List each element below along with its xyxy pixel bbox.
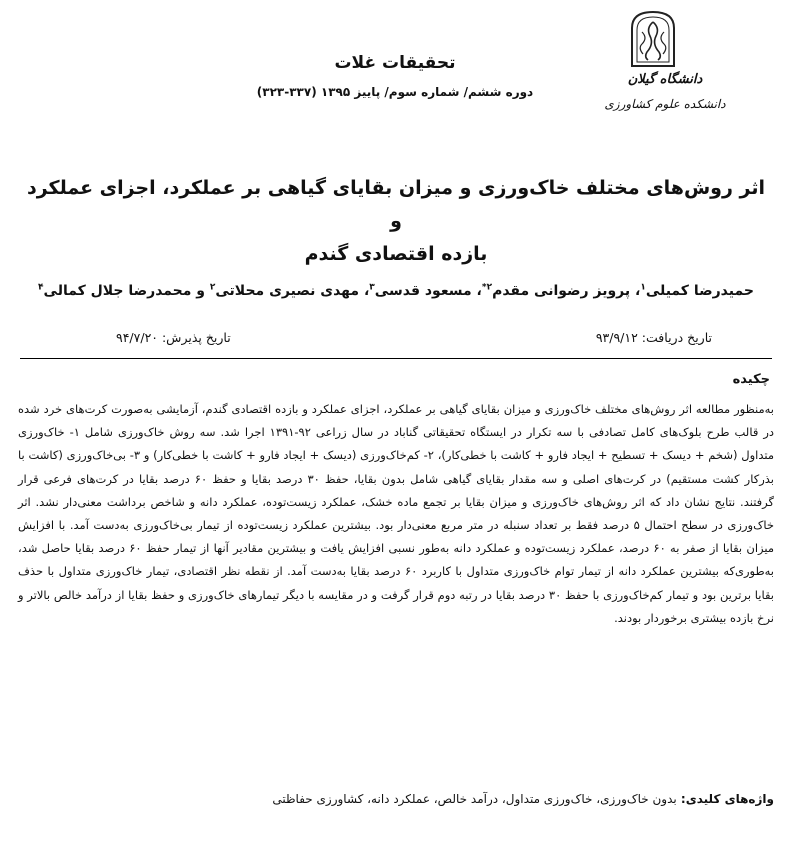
author: مهدی نصیری محلاتی$^۲$ و (191, 282, 360, 299)
abstract-heading: چکیده (732, 372, 770, 387)
article-title-line-2: بازده اقتصادی گندم (304, 243, 488, 265)
affiliation-mark: ۴ (38, 282, 44, 292)
author: پرویز رضوانی مقدم$^{۲*}$، (471, 282, 631, 299)
date-accepted: تاریخ پذیرش: ۹۴/۷/۲۰ (116, 330, 231, 345)
affiliation-mark: ۲ (209, 282, 216, 292)
faculty-name: دانشکده علوم کشاورزی (604, 97, 726, 111)
university-logo (618, 8, 688, 70)
abstract-text: به‌منظور مطالعه اثر روش‌های مختلف خاک‌ورزی و میزان بقایای گیاهی بر عملکرد، اجزای عملکرد و بازده اقتصادی گندم، آزمایشی به‌صورت کرت‌های خرد شده در قالب طرح بلوک‌های کامل تصادفی با سه تکرار در ایستگاه تحقیقاتی گناباد در سال زراعی ۹۲-۱۳۹۱ اجرا شد. سه روش خاک‌ورزی شامل ۱- خاک‌ورزی متداول (شخم + دیسک + تسطیح + ایجاد فارو + کاشت با خطی‌کار)، ۲- کم‌خاک‌ورزی (دیسک + ایجاد فارو + کاشت با خطی‌کار) و ۳- بی‌خاک‌ورزی (کاشت با بذرکار کشت مستقیم) در کرت‌های اصلی و سه مقدار بقایای گیاهی شامل بدون بقایا، حفظ ۳۰ درصد بقایا و حفظ ۶۰ درصد بقایا در کرت‌های فرعی قرار گرفتند. نتایج نشان داد که اثر روش‌های خاک‌ورزی و میزان بقایا بر تجمع ماده خشک، عملکرد زیست‌توده، عملکرد دانه و شاخص برداشت معنی‌دار نشد. اثر خاک‌ورزی در سطح احتمال ۵ درصد فقط بر تعداد سنبله در متر مربع معنی‌دار بود. بیشترین عملکرد زیست‌توده از تیمار بی‌خاک‌ورزی به‌دست آمد. با افزایش میزان بقایا از صفر به ۶۰ درصد، عملکرد زیست‌توده و عملکرد دانه به‌طور نسبی افزایش یافت و بیشترین مقادیر آنها از تیمار حفظ ۶۰ درصد بقایا حاصل شد، به‌طوری‌که بیشترین عملکرد دانه از تیمار توام خاک‌ورزی متداول با کاربرد ۶۰ درصد بقایا به‌دست آمد. از نقطه نظر اقتصادی، تیمار خاک‌ورزی متداول با حذف بقایا برترین بود و تیمار کم‌خاک‌ورزی با حفظ ۳۰ درصد بقایا در رتبه دوم قرار گرفت و در مقایسه با دیگر تیمارهای خاک‌ورزی و حفظ بقایا از درآمد خالص بالاتر و نرخ بازده بیشتری برخوردار بودند. (18, 402, 774, 625)
author: مسعود قدسی$^۳$، (359, 282, 472, 299)
affiliation-mark: ۳ (369, 282, 375, 292)
keywords (18, 792, 774, 806)
journal-title: تحقیقات غلات (334, 53, 456, 73)
divider (20, 358, 772, 359)
university-name: دانشگاه گیلان (627, 72, 703, 87)
page-header (0, 0, 792, 150)
affiliation-mark: ۲* (481, 282, 493, 292)
date-received: تاریخ دریافت: ۹۳/۹/۱۲ (595, 330, 712, 345)
author-list (20, 282, 772, 299)
keywords-label: واژه‌های کلیدی: (676, 792, 774, 806)
keywords-text: بدون خاک‌ورزی، خاک‌ورزی متداول، درآمد خالص، عملکرد دانه، کشاورزی حفاظتی (272, 792, 677, 806)
journal-issue: دوره ششم/ شماره سوم/ پاییز ۱۳۹۵ (۳۳۷-۳۲۳) (256, 85, 534, 99)
affiliation-mark: ۱ (640, 282, 646, 292)
article-title (20, 172, 772, 271)
article-title-line-1: اثر روش‌های مختلف خاک‌ورزی و میزان بقایای گیاهی بر عملکرد، اجزای عملکرد و (26, 177, 766, 232)
journal-info (230, 52, 560, 100)
author: حمیدرضا کمیلی$^۱$، (630, 282, 754, 299)
article-dates (20, 330, 772, 352)
author: محمدرضا جلال کمالی$^۴$ (38, 282, 192, 299)
